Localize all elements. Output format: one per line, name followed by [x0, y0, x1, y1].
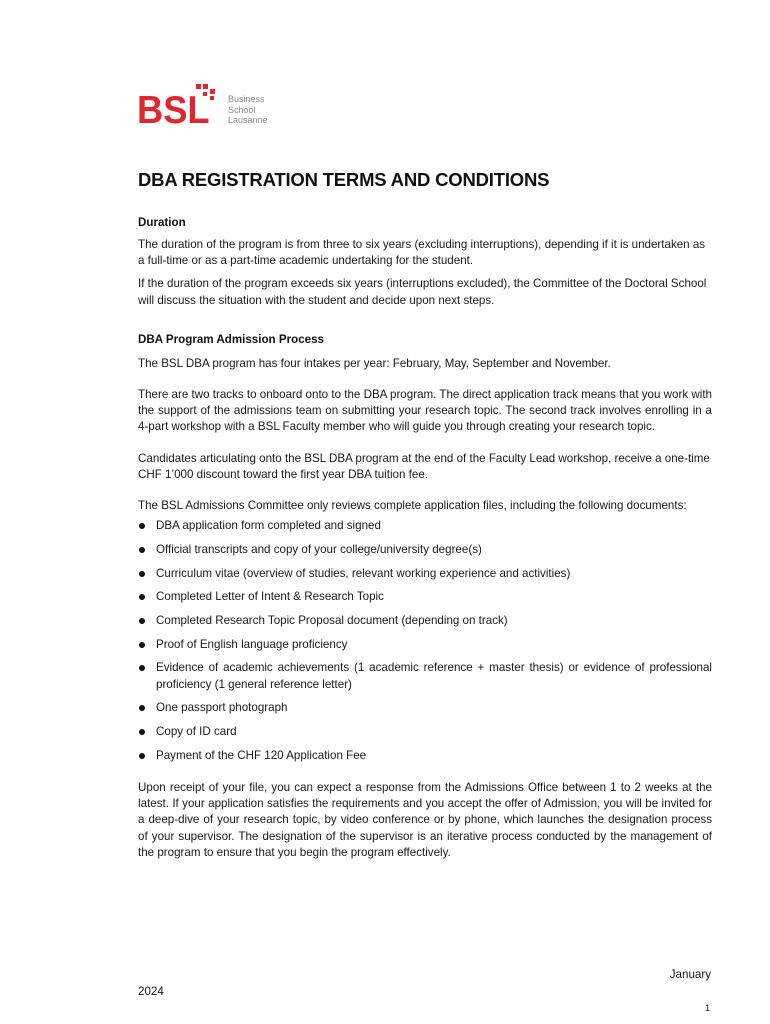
bsl-logo [137, 83, 277, 132]
duration-paragraph-2: If the duration of the program exceeds six years (interruptions excluded), the Committee of the Doctoral School will discuss the situation with the student and decide upon next steps. [138, 277, 707, 307]
admission-paragraph-intakes: The BSL DBA program has four intakes per year: February, May, September and November. [138, 356, 611, 370]
list-item: Completed Research Topic Proposal document (depending on track) [138, 613, 712, 629]
list-item: Copy of ID card [138, 724, 712, 740]
bullet-icon [139, 523, 145, 529]
bullet-icon [139, 594, 145, 600]
admission-paragraph-tracks: There are two tracks to onboard onto to the DBA program. The direct application track means that you work with the support of the admissions team on submitting your research topic. The second track involves enrolling in a 4-part workshop with a BSL Faculty member who will guide you through creating your research topic. [138, 388, 712, 434]
bullet-icon [139, 705, 145, 711]
logo-line-lausanne: Lausanne [228, 115, 268, 125]
duration-heading: Duration [138, 216, 186, 229]
list-item: DBA application form completed and signed [138, 518, 712, 534]
bullet-icon [139, 547, 145, 553]
admission-paragraph-response: Upon receipt of your file, you can expect a response from the Admissions Office between 1 to 2 weeks at the latest. If your application satisfies the requirements and you accept the offer of Admission, you will be invited for a deep-dive of your research topic, by video conference or by phone, which launches the designation process of your supervisor. The designation of the supervisor is an iterative process conducted by the management of the program to ensure that you begin the program effectively. [138, 780, 712, 859]
list-item: Curriculum vitae (overview of studies, relevant working experience and activities) [138, 566, 712, 582]
bullet-icon [139, 618, 145, 624]
list-item: One passport photograph [138, 700, 712, 716]
bullet-icon [139, 665, 145, 671]
bullet-icon [139, 753, 145, 759]
admission-paragraph-documents-intro: The BSL Admissions Committee only reviews complete application files, including the following documents: [138, 499, 687, 513]
page-number: 1 [704, 1003, 710, 1013]
logo-line-business: Business [228, 94, 265, 104]
list-item: Evidence of academic achievements (1 academic reference + master thesis) or evidence of professional proficiency (1 general reference letter) [138, 660, 712, 692]
footer-year: 2024 [138, 985, 164, 998]
admission-paragraph-discount: Candidates articulating onto the BSL DBA program at the end of the Faculty Lead workshop, receive a one-time CHF 1’000 discount toward the first year DBA tuition fee. [138, 451, 710, 481]
document-body [138, 168, 712, 861]
list-item: Completed Letter of Intent & Research Topic [138, 589, 712, 605]
list-item: Official transcripts and copy of your college/university degree(s) [138, 542, 712, 558]
list-item: Payment of the CHF 120 Application Fee [138, 748, 712, 764]
bullet-icon [139, 642, 145, 648]
footer-month: January [669, 968, 711, 981]
page-title: DBA REGISTRATION TERMS AND CONDITIONS [138, 169, 550, 190]
required-documents-list [138, 518, 712, 764]
logo-school-name [228, 94, 268, 126]
logo-line-school: School [228, 104, 256, 115]
list-item: Proof of English language proficiency [138, 637, 712, 653]
duration-paragraph-1: The duration of the program is from three to six years (excluding interruptions), depending if it is undertaken as a full-time or as a part-time academic undertaking for the student. [138, 238, 706, 268]
admission-heading: DBA Program Admission Process [138, 332, 324, 346]
bullet-icon [139, 729, 145, 735]
bullet-icon [139, 571, 145, 577]
logo-wordmark: BSL [137, 89, 210, 132]
